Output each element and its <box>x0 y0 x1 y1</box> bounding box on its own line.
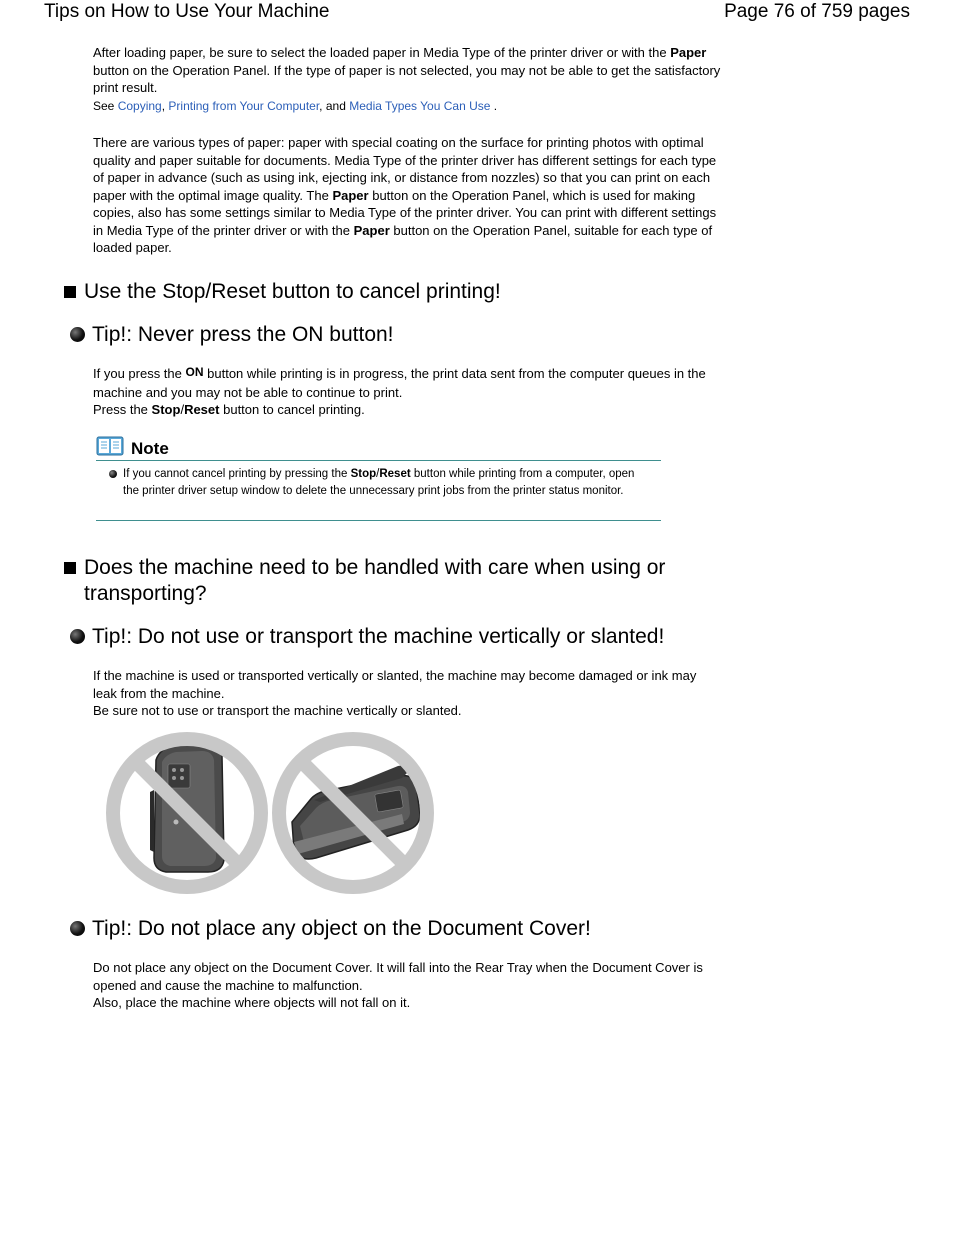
round-bullet-icon <box>70 921 85 936</box>
tip-text-on-button: If you press the ON button while printing is in progress, the print data sent from the computer queues in the machine and you may not be able to continue to print. Press the Stop/Reset button to cancel printing. <box>93 365 706 417</box>
note-box <box>96 433 661 521</box>
note-text: If you cannot cancel printing by pressing the Stop/Reset button while printing from a computer, open the printer driver setup window to delete the unnecessary print jobs from the printer status monitor. <box>123 468 635 497</box>
page-header <box>0 0 954 26</box>
link-media-types[interactable]: Media Types You Can Use <box>349 99 491 113</box>
paper-button-label: Paper <box>670 45 707 60</box>
round-bullet-icon <box>70 327 85 342</box>
tip-text-vertical: If the machine is used or transported vertically or slanted, the machine may become damaged or ink may leak from the machine. Be sure not to use or transport the machine vertically or slanted. <box>93 668 697 718</box>
note-divider-bottom <box>96 520 661 521</box>
section-heading-handling: Does the machine need to be handled with care when using or transporting? <box>64 555 744 607</box>
on-button-label: ON <box>185 365 204 379</box>
note-book-icon <box>96 435 124 457</box>
prohibited-slanted-illustration <box>270 730 436 896</box>
intro-paragraph-1: After loading paper, be sure to select the loaded paper in Media Type of the printer driver or with the Paper button on the Operation Panel. If the type of paper is not selected, you may not be able to get the satisfactory print result. <box>93 45 721 95</box>
square-bullet-icon <box>64 286 76 298</box>
see-also-line: See Copying, Printing from Your Computer, and Media Types You Can Use . <box>93 99 498 113</box>
tip-heading-vertical: Tip!: Do not use or transport the machine vertically or slanted! <box>70 624 664 650</box>
intro-paragraph-2: There are various types of paper: paper with special coating on the surface for printing photos with optimal quality and paper suitable for documents. Media Type of the printer driver has different settings for each type of paper in advance (such as using ink, ejecting ink, or distance from nozzles) so that you can print on each paper with the optimal image quality. The Paper button on the Operation Panel, which is used for making copies, also has some settings similar to Media Type of the printer driver. You can print with different settings in Media Type of the printer driver or with the Paper button on the Operation Panel, suitable for each type of loaded paper. <box>93 135 717 255</box>
note-divider-top <box>96 460 661 461</box>
page-number: Page 76 of 759 pages <box>724 1 910 22</box>
link-copying[interactable]: Copying <box>117 99 162 113</box>
round-bullet-icon <box>70 629 85 644</box>
prohibited-vertical-illustration <box>104 730 270 896</box>
tip-heading-document-cover: Tip!: Do not place any object on the Document Cover! <box>70 916 591 942</box>
section-heading-stop-reset: Use the Stop/Reset button to cancel printing! <box>64 279 744 305</box>
square-bullet-icon <box>64 562 76 574</box>
round-bullet-icon <box>109 470 117 478</box>
link-printing-from-computer[interactable]: Printing from Your Computer <box>168 99 320 113</box>
tip-heading-on-button: Tip!: Never press the ON button! <box>70 322 394 348</box>
tip-text-document-cover: Do not place any object on the Document Cover. It will fall into the Rear Tray when the Document Cover is opened and cause the machine to malfunction. Also, place the machine where objects will not fall on it. <box>93 960 703 1010</box>
note-label: Note <box>131 439 169 458</box>
document-title: Tips on How to Use Your Machine <box>44 1 330 22</box>
